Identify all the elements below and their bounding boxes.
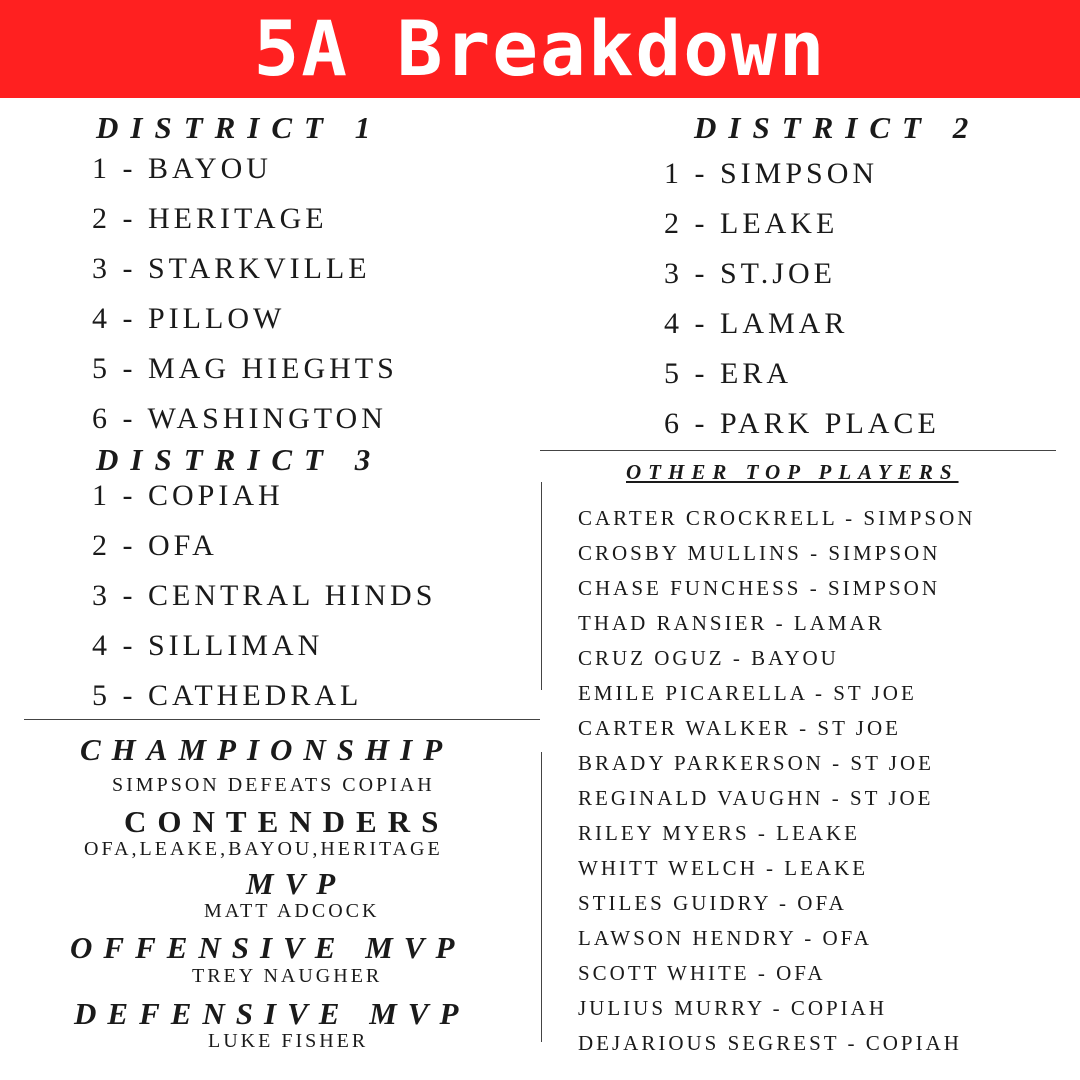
player-item: LAWSON HENDRY - OFA: [578, 926, 872, 950]
championship-heading: CHAMPIONSHIP: [80, 732, 454, 767]
district-2-team: 3 - ST.JOE: [664, 257, 836, 290]
district-1-heading: DISTRICT 1: [96, 110, 383, 145]
district-3-team: 5 - CATHEDRAL: [92, 679, 363, 712]
district-2-team: 2 - LEAKE: [664, 207, 839, 240]
district-1-team: 1 - BAYOU: [92, 152, 272, 185]
mvp-value: MATT ADCOCK: [204, 900, 380, 922]
player-item: EMILE PICARELLA - ST JOE: [578, 681, 917, 705]
page-title: 5A Breakdown: [253, 4, 827, 93]
player-item: CARTER WALKER - ST JOE: [578, 716, 901, 740]
district-2-team: 4 - LAMAR: [664, 307, 849, 340]
district-3-heading: DISTRICT 3: [96, 442, 383, 477]
offensive-mvp-value: TREY NAUGHER: [192, 965, 383, 987]
district-3-team: 3 - CENTRAL HINDS: [92, 579, 437, 612]
district-1-team: 6 - WASHINGTON: [92, 402, 387, 435]
player-item: RILEY MYERS - LEAKE: [578, 821, 860, 845]
player-item: REGINALD VAUGHN - ST JOE: [578, 786, 934, 810]
vertical-divider-upper: [541, 482, 542, 690]
vertical-divider-lower: [541, 752, 542, 1042]
left-divider: [24, 719, 540, 720]
contenders-heading: CONTENDERS: [124, 804, 450, 839]
defensive-mvp-heading: DEFENSIVE MVP: [74, 996, 470, 1031]
district-2-team: 6 - PARK PLACE: [664, 407, 940, 440]
offensive-mvp-heading: OFFENSIVE MVP: [70, 930, 466, 965]
district-2-team: 5 - ERA: [664, 357, 792, 390]
district-3-team: 4 - SILLIMAN: [92, 629, 324, 662]
player-item: WHITT WELCH - LEAKE: [578, 856, 869, 880]
district-1-team: 2 - HERITAGE: [92, 202, 328, 235]
district-2-heading: DISTRICT 2: [694, 110, 981, 145]
contenders-value: OFA,LEAKE,BAYOU,HERITAGE: [84, 838, 443, 860]
player-item: CHASE FUNCHESS - SIMPSON: [578, 576, 940, 600]
district-2-team: 1 - SIMPSON: [664, 157, 879, 190]
player-item: STILES GUIDRY - OFA: [578, 891, 847, 915]
district-1-team: 5 - MAG HIEGHTS: [92, 352, 398, 385]
district-1-team: 4 - PILLOW: [92, 302, 286, 335]
championship-value: SIMPSON DEFEATS COPIAH: [112, 774, 435, 796]
player-item: CRUZ OGUZ - BAYOU: [578, 646, 839, 670]
defensive-mvp-value: LUKE FISHER: [208, 1030, 369, 1052]
player-item: BRADY PARKERSON - ST JOE: [578, 751, 934, 775]
player-item: CROSBY MULLINS - SIMPSON: [578, 541, 941, 565]
player-item: JULIUS MURRY - COPIAH: [578, 996, 888, 1020]
mvp-heading: MVP: [246, 866, 347, 901]
player-item: THAD RANSIER - LAMAR: [578, 611, 885, 635]
right-divider: [540, 450, 1056, 451]
district-3-team: 1 - COPIAH: [92, 479, 284, 512]
player-item: SCOTT WHITE - OFA: [578, 961, 826, 985]
district-3-team: 2 - OFA: [92, 529, 218, 562]
other-players-heading: OTHER TOP PLAYERS: [626, 460, 959, 484]
player-item: DEJARIOUS SEGREST - COPIAH: [578, 1031, 962, 1055]
district-1-team: 3 - STARKVILLE: [92, 252, 371, 285]
player-item: CARTER CROCKRELL - SIMPSON: [578, 506, 976, 530]
